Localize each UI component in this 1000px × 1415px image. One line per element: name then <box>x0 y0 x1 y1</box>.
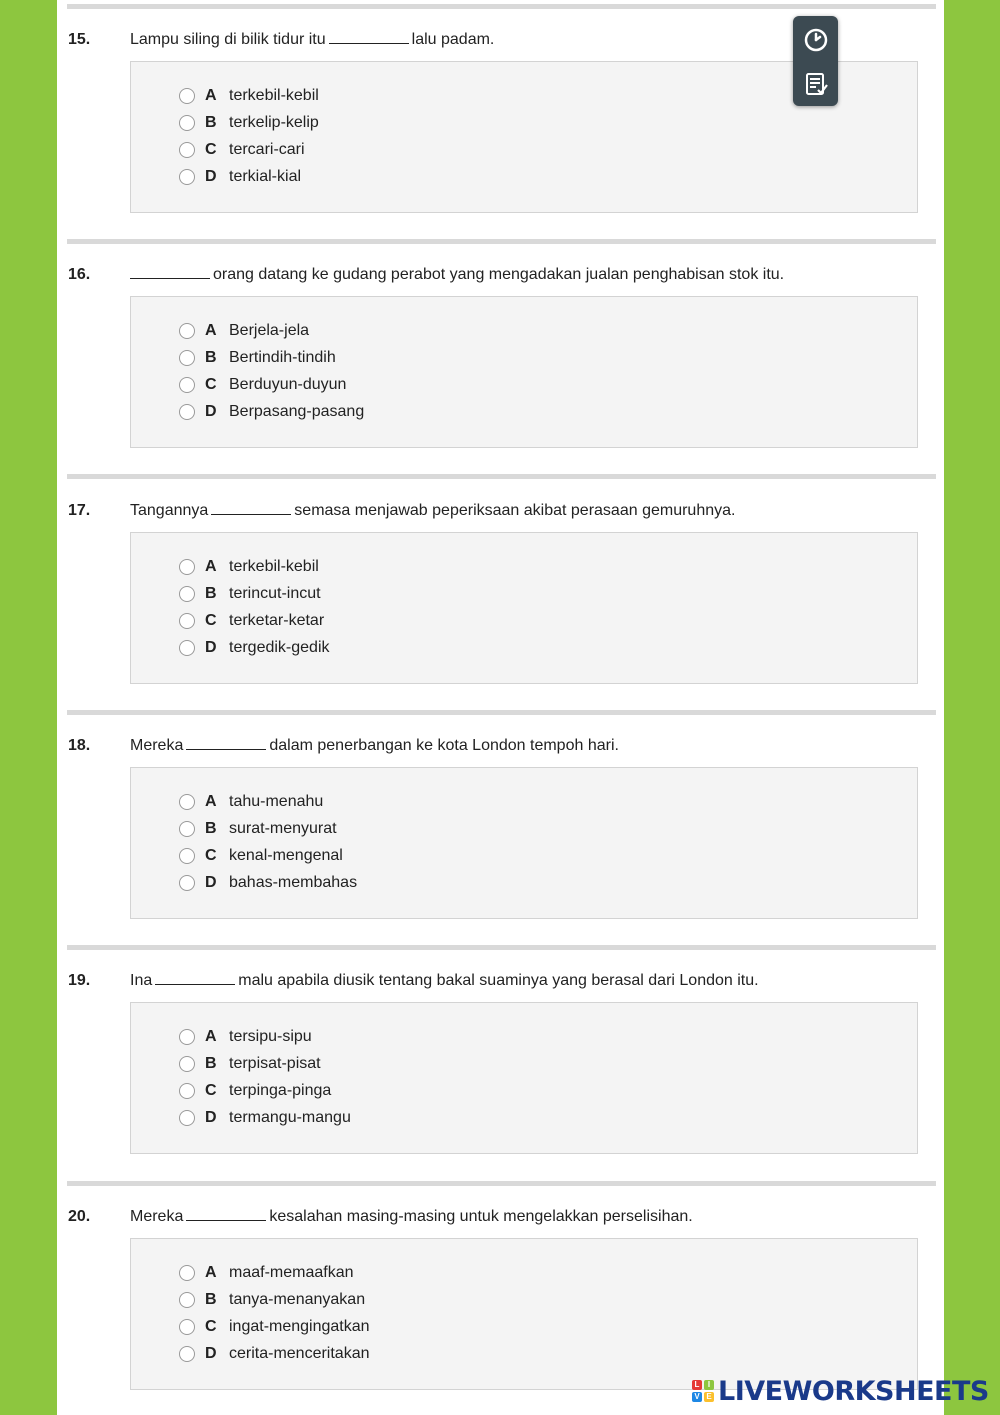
radio-button[interactable] <box>179 821 195 837</box>
option-b[interactable]: B tanya-menanyakan <box>179 1290 365 1310</box>
radio-button[interactable] <box>179 1029 195 1045</box>
radio-button[interactable] <box>179 1265 195 1281</box>
option-d[interactable]: D bahas-membahas <box>179 873 357 893</box>
radio-button[interactable] <box>179 794 195 810</box>
radio-button[interactable] <box>179 169 195 185</box>
radio-button[interactable] <box>179 848 195 864</box>
radio-button[interactable] <box>179 115 195 131</box>
answer-blank <box>211 504 291 515</box>
radio-button[interactable] <box>179 142 195 158</box>
question-number: 17. <box>68 502 91 519</box>
answer-blank <box>186 1210 266 1221</box>
answer-blank <box>186 739 266 750</box>
option-c[interactable]: C ingat-mengingatkan <box>179 1317 370 1337</box>
option-d[interactable]: D terkial-kial <box>179 167 301 187</box>
separator <box>67 710 936 715</box>
options-box <box>130 767 918 919</box>
question-number: 20. <box>68 1208 91 1225</box>
question-text: Tangannya semasa menjawab peperiksaan akibat perasaan gemuruhnya. <box>130 502 736 519</box>
separator <box>67 945 936 950</box>
option-a[interactable]: A Berjela-jela <box>179 321 309 341</box>
option-a[interactable]: A terkebil-kebil <box>179 557 319 577</box>
question-number: 19. <box>68 972 91 989</box>
radio-button[interactable] <box>179 1346 195 1362</box>
option-c[interactable]: C terpinga-pinga <box>179 1081 331 1101</box>
option-b[interactable]: B terkelip-kelip <box>179 113 319 133</box>
separator <box>67 4 936 9</box>
option-b[interactable]: B surat-menyurat <box>179 819 337 839</box>
worksheet-page <box>57 0 944 1415</box>
option-d[interactable]: D cerita-menceritakan <box>179 1344 370 1364</box>
radio-button[interactable] <box>179 323 195 339</box>
radio-button[interactable] <box>179 350 195 366</box>
radio-button[interactable] <box>179 875 195 891</box>
options-box <box>130 296 918 448</box>
option-b[interactable]: B Bertindih-tindih <box>179 348 336 368</box>
question-text: Lampu siling di bilik tidur itu lalu padam. <box>130 31 495 48</box>
radio-button[interactable] <box>179 640 195 656</box>
radio-button[interactable] <box>179 88 195 104</box>
radio-button[interactable] <box>179 1056 195 1072</box>
option-c[interactable]: C terketar-ketar <box>179 611 324 631</box>
option-a[interactable]: A terkebil-kebil <box>179 86 319 106</box>
answer-blank <box>130 268 210 279</box>
separator <box>67 474 936 479</box>
logo-mark-icon: L I V E <box>692 1380 714 1402</box>
radio-button[interactable] <box>179 377 195 393</box>
checklist-icon <box>802 70 830 98</box>
radio-button[interactable] <box>179 1319 195 1335</box>
radio-button[interactable] <box>179 586 195 602</box>
option-c[interactable]: C Berduyun-duyun <box>179 375 346 395</box>
option-c[interactable]: C tercari-cari <box>179 140 305 160</box>
question-text: Mereka dalam penerbangan ke kota London tempoh hari. <box>130 737 619 754</box>
option-b[interactable]: B terpisat-pisat <box>179 1054 321 1074</box>
radio-button[interactable] <box>179 613 195 629</box>
radio-button[interactable] <box>179 1292 195 1308</box>
timer-icon <box>802 25 830 53</box>
liveworksheets-logo <box>692 1375 989 1407</box>
option-b[interactable]: B terincut-incut <box>179 584 321 604</box>
separator <box>67 239 936 244</box>
option-c[interactable]: C kenal-mengenal <box>179 846 343 866</box>
options-box <box>130 532 918 684</box>
radio-button[interactable] <box>179 1110 195 1126</box>
question-number: 15. <box>68 31 91 48</box>
answer-blank <box>155 974 235 985</box>
option-d[interactable]: D Berpasang-pasang <box>179 402 364 422</box>
option-d[interactable]: D tergedik-gedik <box>179 638 330 658</box>
option-d[interactable]: D termangu-mangu <box>179 1108 351 1128</box>
question-text: orang datang ke gudang perabot yang mengadakan jualan penghabisan stok itu. <box>130 266 784 284</box>
brand-name: LIVEWORKSHEETS <box>718 1375 989 1407</box>
question-number: 18. <box>68 737 91 754</box>
question-text: Mereka kesalahan masing-masing untuk mengelakkan perselisihan. <box>130 1208 693 1225</box>
radio-button[interactable] <box>179 404 195 420</box>
timer-button[interactable] <box>793 16 838 61</box>
checklist-button[interactable] <box>793 61 838 106</box>
separator <box>67 1181 936 1186</box>
option-a[interactable]: A tahu-menahu <box>179 792 323 812</box>
option-a[interactable]: A maaf-memaafkan <box>179 1263 354 1283</box>
question-number: 16. <box>68 266 91 283</box>
answer-blank <box>329 33 409 44</box>
options-box <box>130 1002 918 1154</box>
options-box <box>130 1238 918 1390</box>
option-a[interactable]: A tersipu-sipu <box>179 1027 312 1047</box>
radio-button[interactable] <box>179 1083 195 1099</box>
floating-toolbar <box>793 16 838 106</box>
radio-button[interactable] <box>179 559 195 575</box>
question-text: Ina malu apabila diusik tentang bakal suaminya yang berasal dari London itu. <box>130 972 759 989</box>
